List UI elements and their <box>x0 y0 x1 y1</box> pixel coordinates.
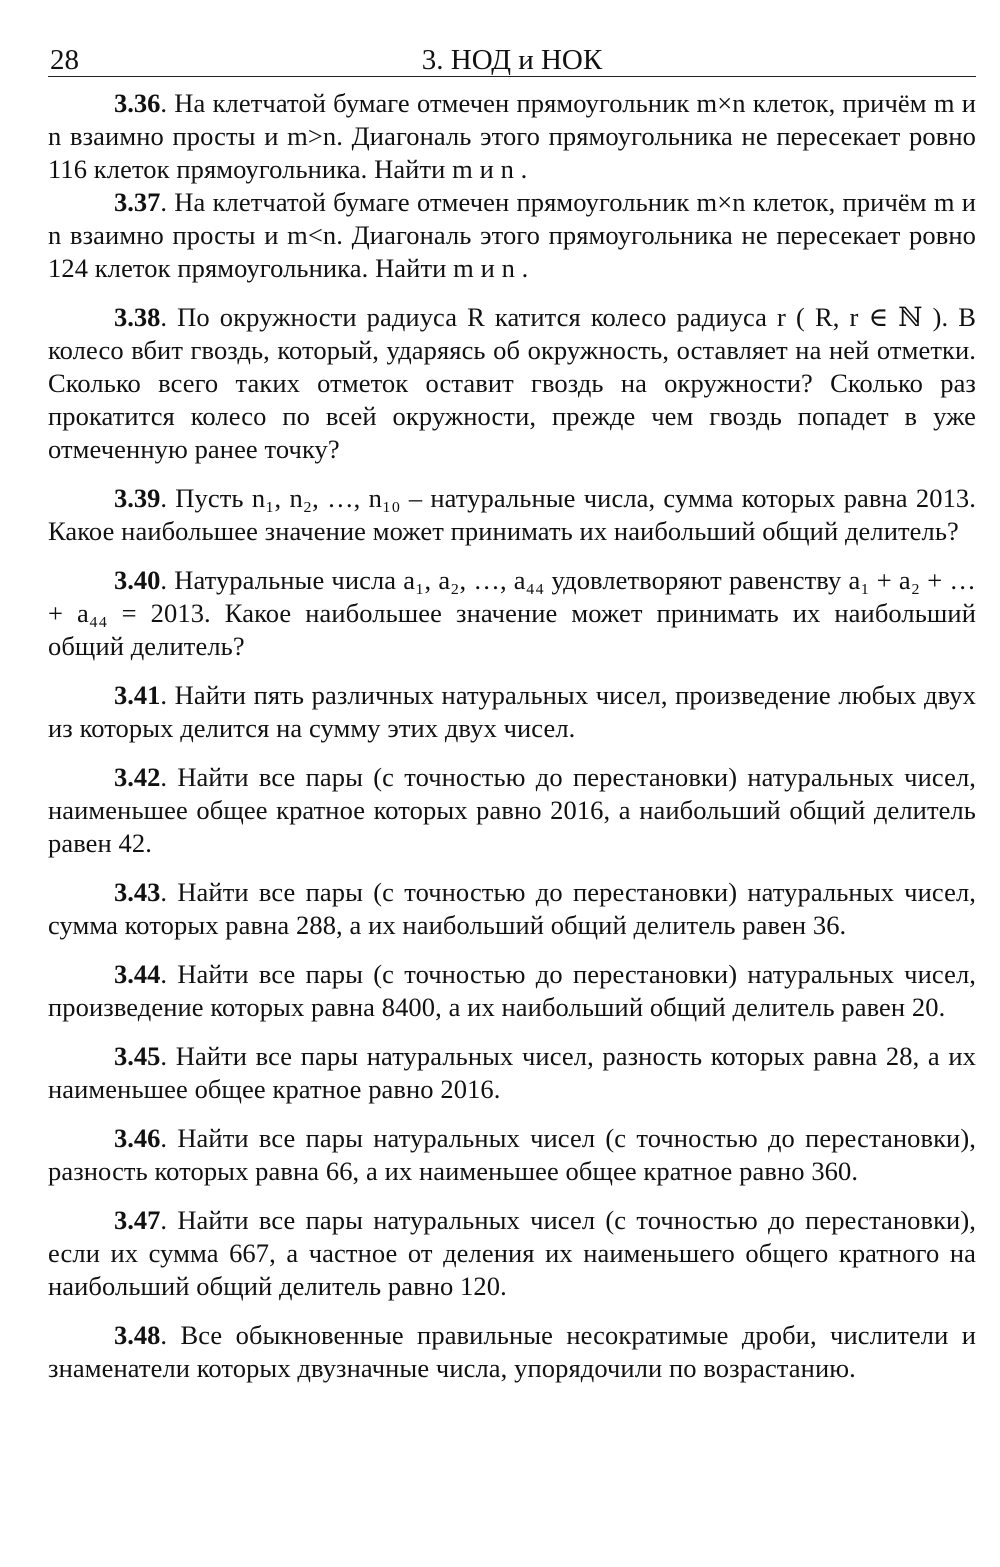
problem-list <box>48 87 976 1385</box>
problem-3-46 <box>48 1122 976 1188</box>
problem-text: . Найти все пары (с точностью до перестановки) натуральных чисел, сумма которых равна 288, а их наибольший общий делитель равен 36. <box>48 877 976 940</box>
problem-number: 3.48 <box>114 1320 161 1350</box>
problem-text: . Найти все пары (с точностью до перестановки) натуральных чисел, произведение которых равна 8400, а их наибольший общий делитель равен 20. <box>48 959 976 1022</box>
problem-number: 3.46 <box>114 1123 161 1153</box>
problem-3-48 <box>48 1319 976 1385</box>
problem-number: 3.41 <box>114 680 161 710</box>
page-number: 28 <box>50 44 79 76</box>
problem-3-44 <box>48 958 976 1024</box>
problem-text: . Натуральные числа a₁, a₂, …, a₄₄ удовлетворяют равенству a₁ + a₂ + … + a₄₄ = 2013. Какое наибольшее значение может принимать их наибольший общий делитель? <box>48 565 976 661</box>
problem-3-41 <box>48 679 976 745</box>
problem-number: 3.40 <box>114 565 161 595</box>
problem-text: . Все обыкновенные правильные несократимые дроби, числители и знаменатели которых двузначные числа, упорядочили по возрастанию. <box>48 1320 976 1383</box>
problem-number: 3.37 <box>114 187 161 217</box>
problem-number: 3.39 <box>114 483 161 513</box>
problem-number: 3.44 <box>114 959 161 989</box>
problem-text: . Пусть n₁, n₂, …, n₁₀ – натуральные числа, сумма которых равна 2013. Какое наибольшее значение может принимать их наибольший общий делитель? <box>48 483 976 546</box>
problem-number: 3.47 <box>114 1205 161 1235</box>
problem-text: . Найти все пары натуральных чисел (с точностью до перестановки), разность которых равна 66, а их наименьшее общее кратное равно 360. <box>48 1123 976 1186</box>
running-title: 3. НОД и НОК <box>421 44 603 76</box>
problem-text: . Найти пять различных натуральных чисел, произведение любых двух из которых делится на сумму этих двух чисел. <box>48 680 976 743</box>
problem-text: . Найти все пары натуральных чисел, разность которых равна 28, а их наименьшее общее кратное равно 2016. <box>48 1041 976 1104</box>
problem-3-38 <box>48 301 976 466</box>
page-header <box>48 40 976 77</box>
problem-3-42 <box>48 761 976 860</box>
problem-3-40 <box>48 564 976 663</box>
problem-number: 3.45 <box>114 1041 161 1071</box>
problem-3-37 <box>48 186 976 285</box>
problem-3-47 <box>48 1204 976 1303</box>
problem-number: 3.38 <box>114 302 161 332</box>
problem-number: 3.42 <box>114 762 161 792</box>
problem-3-36 <box>48 87 976 186</box>
problem-text: . По окружности радиуса R катится колесо радиуса r ( R, r ∈ ℕ ). В колесо вбит гвоздь, который, ударяясь об окружность, оставляет на ней отметки. Сколько всего таких отметок оставит гвоздь на окружности? Сколько раз прокатится колесо по всей окружности, прежде чем гвоздь попадет в уже отмеченную ранее точку? <box>48 302 976 464</box>
problem-3-43 <box>48 876 976 942</box>
problem-number: 3.36 <box>114 88 161 118</box>
problem-text: . Найти все пары натуральных чисел (с точностью до перестановки), если их сумма 667, а частное от деления их наименьшего общего кратного на наибольший общий делитель равно 120. <box>48 1205 976 1301</box>
problem-text: . На клетчатой бумаге отмечен прямоугольник m×n клеток, причём m и n взаимно просты и m>n. Диагональ этого прямоугольника не пересекает ровно 116 клеток прямоугольника. Найти m и n . <box>48 88 976 184</box>
problem-number: 3.43 <box>114 877 161 907</box>
book-page <box>48 40 976 1385</box>
problem-3-45 <box>48 1040 976 1106</box>
problem-3-39 <box>48 482 976 548</box>
problem-text: . Найти все пары (с точностью до перестановки) натуральных чисел, наименьшее общее кратное которых равно 2016, а наибольший общий делитель равен 42. <box>48 762 976 858</box>
problem-text: . На клетчатой бумаге отмечен прямоугольник m×n клеток, причём m и n взаимно просты и m<n. Диагональ этого прямоугольника не пересекает ровно 124 клеток прямоугольника. Найти m и n . <box>48 187 976 283</box>
